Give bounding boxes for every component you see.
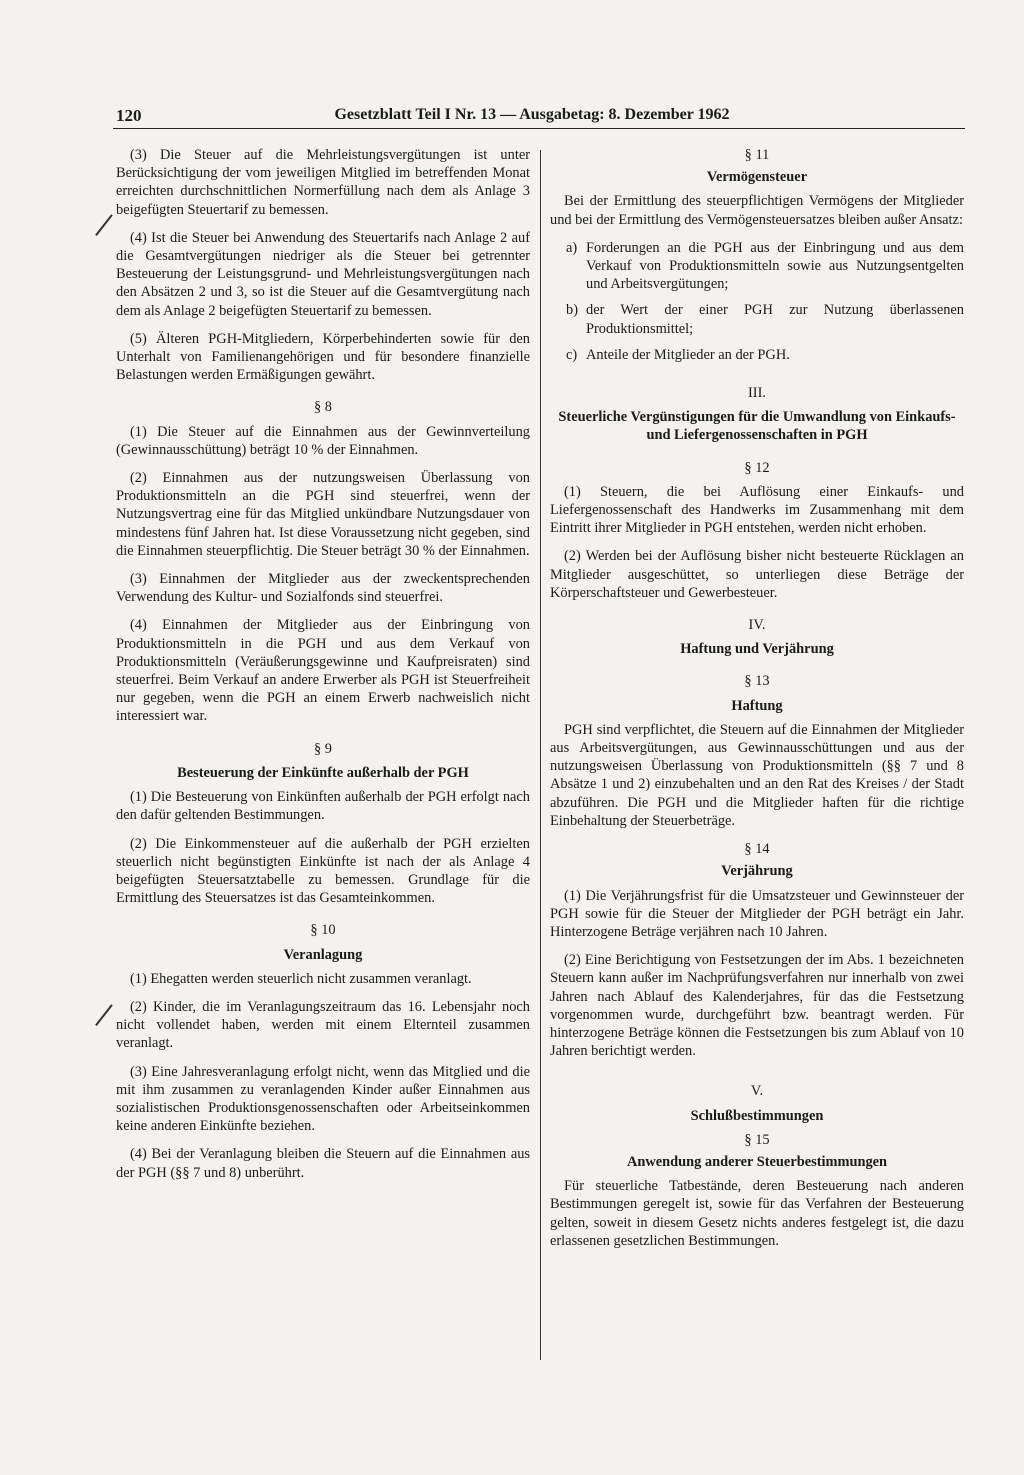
right-column	[550, 146, 964, 1260]
paragraph: (2) Die Einkommensteuer auf die außerhalb der PGH erzielten steuerlich nicht begünstigten Einkünfte ist nach der als Anlage 4 beigefügten Steuersatztabelle zu bemessen. Grundlage für die Ermittlung des Steuersatzes ist das Gesamteinkommen.	[116, 835, 530, 907]
paragraph: (4) Ist die Steuer bei Anwendung des Steuertarifs nach Anlage 2 auf die Gesamtvergütungen niedriger als die Steuer bei getrennter Besteuerung der Leistungsgrund- und Mehrleistungsvergütungen nach den Absätzen 2 und 3, so ist die Steuer auf die Gesamtvergütung nach dem als Anlage 2 beigefügten Steuertarif zu bemessen.	[116, 229, 530, 319]
list-label: a)	[566, 239, 578, 256]
list-text: der Wert der einer PGH zur Nutzung überlassenen Produktionsmittel;	[586, 302, 964, 337]
section-13-title: Haftung	[731, 697, 783, 714]
part-IV-title: Haftung und Verjährung	[680, 641, 834, 658]
list-text: Forderungen an die PGH aus der Einbringung und aus dem Verkauf von Produktionsmitteln sowie aus Nutzungsentgelten und Arbeitsvergütungen;	[586, 239, 964, 293]
header-rule	[113, 128, 965, 129]
section-15-title: Anwendung anderer Steuerbestimmungen	[626, 1153, 888, 1170]
column-divider	[540, 150, 541, 1360]
paragraph: (1) Die Besteuerung von Einkünften außerhalb der PGH erfolgt nach den dafür geltenden Bestimmungen.	[116, 789, 530, 824]
page-number: 120	[116, 106, 142, 125]
list-item	[550, 239, 964, 294]
section-8-heading: § 8	[314, 399, 332, 416]
paragraph: (2) Kinder, die im Veranlagungszeitraum das 16. Lebensjahr noch nicht vollendet haben, werden mit einem Elternteil zusammen veranlagt.	[116, 998, 530, 1052]
section-13-heading: § 13	[744, 673, 770, 690]
paragraph: (4) Einnahmen der Mitglieder aus der Einbringung von Produktionsmitteln in die PGH und aus dem Verkauf von Produktionsmitteln (Veräußerungsgewinne und Kaufpreisraten) sind steuerfrei. Beim Verkauf an andere Erwerber als PGH ist Steuerfreiheit nur gegeben, wenn die PGH an einem Erwerb nachweislich nicht interessiert war.	[116, 617, 530, 725]
paragraph: (1) Steuern, die bei Auflösung einer Einkaufs- und Liefergenossenschaft des Handwerks im Zusammenhang mit dem Eintritt ihrer Mitglieder in PGH entstehen, werden nicht erhoben.	[550, 483, 964, 537]
section-10-title: Veranlagung	[283, 946, 363, 963]
section-14-title: Verjährung	[721, 863, 793, 880]
part-III-title: Steuerliche Vergünstigungen für die Umwandlung von Einkaufs- und Liefergenossenschaften in PGH	[558, 409, 956, 444]
list-label: b)	[566, 302, 578, 319]
section-14-heading: § 14	[744, 841, 770, 858]
paragraph: PGH sind verpflichtet, die Steuern auf die Einnahmen der Mitglieder aus Arbeitsvergütungen, aus Gewinnausschüttungen und aus der nutzungsweisen Überlassung von Produktionsmitteln (§§ 7 und 8 Absätze 1 und 2) einzubehalten und an den Rat des Kreises / der Stadt abzuführen. Die PGH und die Mitglieder haften für die richtige Einbehaltung der Steuerbeträge.	[550, 721, 964, 829]
section-11-title: Vermögensteuer	[706, 169, 808, 186]
margin-mark	[94, 214, 116, 236]
section-9-heading: § 9	[314, 740, 332, 757]
part-V-heading: V.	[750, 1083, 764, 1100]
paragraph: (3) Einnahmen der Mitglieder aus der zweckentsprechenden Verwendung des Kultur- und Sozialfonds sind steuerfrei.	[116, 571, 530, 606]
paragraph: (3) Eine Jahresveranlagung erfolgt nicht, wenn das Mitglied und die mit ihm zusammen zu veranlagenden Kinder außer Einnahmen aus sozialistischen Produktionsgenossenschaften oder Arbeitseinkommen keine anderen Einkünfte beziehen.	[116, 1063, 530, 1135]
paragraph: (2) Eine Berichtigung von Festsetzungen der im Abs. 1 bezeichneten Steuern kann außer im Nachprüfungsverfahren nur innerhalb von zwei Jahren nach Ablauf des Kalenderjahres, für das die Festsetzung vorgenommen wurde, durchgeführt bzw. beantragt werden. Für hinterzogene Beträge können die Festsetzungen bis zum Ablauf von 10 Jahren berichtigt werden.	[550, 952, 964, 1060]
paragraph: Bei der Ermittlung des steuerpflichtigen Vermögens der Mitglieder und bei der Ermittlung des Vermögensteuersatzes bleiben außer Ansatz:	[550, 193, 964, 228]
part-III-heading: III.	[748, 385, 766, 402]
section-9-title: Besteuerung der Einkünfte außerhalb der PGH	[177, 764, 469, 781]
paragraph: (5) Älteren PGH-Mitgliedern, Körperbehinderten sowie für den Unterhalt von Familienangehörigen und für besondere finanzielle Belastungen werden Ermäßigungen gewährt.	[116, 330, 530, 384]
list-text: Anteile der Mitglieder an der PGH.	[586, 346, 790, 363]
list-item	[550, 346, 964, 364]
part-V-title: Schlußbestimmungen	[690, 1107, 824, 1124]
section-15-heading: § 15	[744, 1131, 770, 1148]
list-item	[550, 301, 964, 337]
paragraph: (1) Ehegatten werden steuerlich nicht zusammen veranlagt.	[130, 970, 472, 987]
section-10-heading: § 10	[310, 922, 336, 939]
part-IV-heading: IV.	[748, 617, 766, 634]
paragraph: (1) Die Steuer auf die Einnahmen aus der Gewinnverteilung (Gewinnausschüttung) beträgt 10 % der Einnahmen.	[116, 423, 530, 458]
margin-mark	[94, 1004, 116, 1026]
page-title: Gesetzblatt Teil I Nr. 13 — Ausgabetag: 8. Dezember 1962	[334, 106, 730, 123]
list-label: c)	[566, 346, 578, 363]
paragraph: (4) Bei der Veranlagung bleiben die Steuern auf die Einnahmen aus der PGH (§§ 7 und 8) unberührt.	[116, 1146, 530, 1181]
paragraph: (2) Einnahmen aus der nutzungsweisen Überlassung von Produktionsmitteln an die PGH sind steuerfrei, wenn der Nutzungsvertrag eine für das Mitglied unkündbare Nutzungsdauer von mindestens fünf Jahren hat. Ist diese Voraussetzung nicht gegeben, sind die Einnahmen steuerpflichtig. Die Steuer beträgt 30 % der Einnahmen.	[116, 470, 530, 559]
left-column	[116, 146, 530, 1192]
section-11-heading: § 11	[744, 147, 770, 163]
paragraph: Für steuerliche Tatbestände, deren Besteuerung nach anderen Bestimmungen geregelt ist, sowie für das Verfahren der Besteuerung gelten, soweit in diesem Gesetz nichts anderes festgelegt ist, die dazu erlassenen gesetzlichen Bestimmungen.	[550, 1178, 964, 1249]
section-12-heading: § 12	[744, 459, 770, 476]
paragraph: (2) Werden bei der Auflösung bisher nicht besteuerte Rücklagen an Mitglieder ausgeschüttet, so unterliegen diese Beträge der Körperschaftsteuer und Gewerbesteuer.	[550, 548, 964, 601]
paragraph: (3) Die Steuer auf die Mehrleistungsvergütungen ist unter Berücksichtigung der vom jeweiligen Mitglied im betreffenden Monat erreichten durchschnittlichen Normerfüllung nach dem als Anlage 3 beigefügten Steuertarif zu bemessen.	[116, 147, 530, 218]
paragraph: (1) Die Verjährungsfrist für die Umsatzsteuer und Gewinnsteuer der PGH sowie für die Steuer der Mitglieder der PGH beträgt ein Jahr. Hinterzogene Beträge verjähren nach 10 Jahren.	[550, 887, 964, 940]
